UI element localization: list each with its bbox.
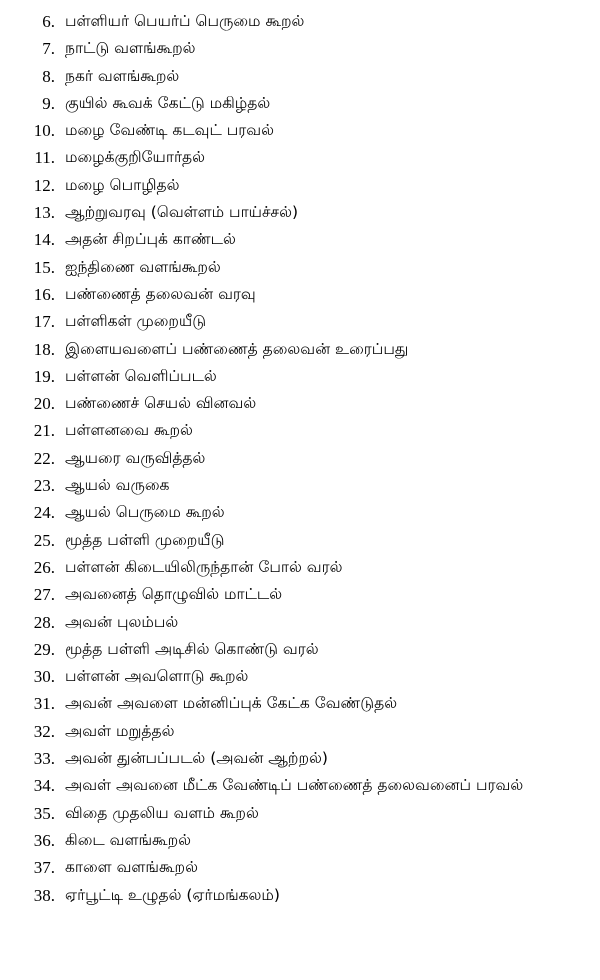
list-item (0, 144, 600, 171)
item-text: இளையவளைப் பண்ணைத் தலைவன் உரைப்பது (65, 339, 409, 358)
item-text: ஆயல் வருகை (65, 476, 170, 495)
item-number: 37. (33, 858, 55, 878)
list-item (0, 609, 600, 636)
list-item (0, 254, 600, 281)
list-item (0, 636, 600, 663)
item-text: அதன் சிறப்புக் காண்டல் (65, 230, 236, 249)
item-number: 14. (33, 230, 55, 250)
item-text: குயில் கூவக் கேட்டு மகிழ்தல் (65, 93, 271, 112)
item-text: மூத்த பள்ளி அடிசில் கொண்டு வரல் (65, 639, 319, 658)
list-item (0, 663, 600, 690)
item-number: 10. (33, 121, 55, 141)
item-text: பண்ணைச் செயல் வினவல் (65, 394, 257, 413)
list-item (0, 172, 600, 199)
list-item (0, 800, 600, 827)
item-text: நாட்டு வளங்கூறல் (65, 39, 196, 58)
list-item (0, 390, 600, 417)
item-number: 8. (42, 66, 55, 86)
item-number: 38. (33, 885, 55, 905)
item-number: 16. (33, 284, 55, 304)
item-text: ஆற்றுவரவு (வெள்ளம் பாய்ச்சல்) (65, 203, 299, 222)
item-number: 15. (33, 257, 55, 277)
item-text: மழை பொழிதல் (65, 175, 180, 194)
item-text: ஐந்திணை வளங்கூறல் (65, 257, 221, 276)
list-item (0, 363, 600, 390)
item-text: பள்ளன் அவளொடு கூறல் (65, 667, 249, 686)
item-number: 32. (33, 721, 55, 741)
list-item (0, 581, 600, 608)
item-number: 33. (33, 749, 55, 769)
list-item (0, 8, 600, 35)
list-item (0, 472, 600, 499)
item-number: 25. (33, 530, 55, 550)
item-number: 7. (42, 39, 55, 59)
item-number: 6. (42, 12, 55, 31)
list-item (0, 854, 600, 881)
list-item (0, 308, 600, 335)
item-text: கிடை வளங்கூறல் (65, 830, 191, 849)
list-item (0, 499, 600, 526)
item-number: 24. (33, 503, 55, 523)
list-item (0, 690, 600, 717)
item-text: அவள் மறுத்தல் (65, 721, 175, 740)
item-number: 11. (34, 148, 55, 168)
item-number: 9. (42, 93, 55, 113)
item-number: 35. (33, 803, 55, 823)
item-number: 26. (33, 557, 55, 577)
list-item (0, 772, 600, 799)
item-text: பள்ளியர் பெயர்ப் பெருமை கூறல் (65, 12, 305, 30)
list-item (0, 90, 600, 117)
item-number: 36. (33, 830, 55, 850)
list-item (0, 827, 600, 854)
item-text: காளை வளங்கூறல் (65, 858, 198, 877)
document-page (0, 8, 600, 909)
item-number: 23. (33, 476, 55, 496)
list-item (0, 336, 600, 363)
item-number: 18. (33, 339, 55, 359)
list-item (0, 554, 600, 581)
item-text: அவனைத் தொழுவில் மாட்டல் (65, 585, 283, 604)
list-item (0, 445, 600, 472)
list-item (0, 417, 600, 444)
item-number: 29. (33, 639, 55, 659)
item-number: 22. (33, 448, 55, 468)
item-number: 12. (33, 175, 55, 195)
list-item (0, 527, 600, 554)
item-text: மழைக்குறியோர்தல் (65, 148, 205, 167)
item-text: ஏர்பூட்டி உழுதல் (ஏர்மங்கலம்) (65, 885, 280, 904)
item-number: 20. (33, 394, 55, 414)
item-text: பண்ணைத் தலைவன் வரவு (65, 284, 256, 303)
item-number: 19. (33, 366, 55, 386)
item-text: மழை வேண்டி கடவுட் பரவல் (65, 121, 274, 140)
item-text: பள்ளன் வெளிப்படல் (65, 366, 217, 385)
item-number: 30. (33, 667, 55, 687)
item-number: 13. (33, 203, 55, 223)
item-text: அவன் அவளை மன்னிப்புக் கேட்க வேண்டுதல் (65, 694, 398, 713)
list-item (0, 226, 600, 253)
list-item (0, 63, 600, 90)
list-item (0, 718, 600, 745)
item-text: பள்ளன் கிடையிலிருந்தான் போல் வரல் (65, 557, 343, 576)
list-item (0, 199, 600, 226)
item-number: 31. (33, 694, 55, 714)
item-text: பள்ளிகள் முறையீடு (65, 312, 207, 331)
item-text: மூத்த பள்ளி முறையீடு (65, 530, 225, 549)
item-text: நகர் வளங்கூறல் (65, 66, 180, 85)
list-item (0, 882, 600, 909)
list-item (0, 35, 600, 62)
item-text: ஆயல் பெருமை கூறல் (65, 503, 225, 522)
list-item (0, 745, 600, 772)
item-text: அவள் அவனை மீட்க வேண்டிப் பண்ணைத் தலைவனைப் பரவல் (65, 776, 524, 795)
item-text: அவன் புலம்பல் (65, 612, 179, 631)
item-text: அவன் துன்பப்படல் (அவன் ஆற்றல்) (65, 749, 328, 768)
list-item (0, 281, 600, 308)
item-number: 17. (33, 312, 55, 332)
item-number: 21. (33, 421, 55, 441)
item-text: பள்ளனவை கூறல் (65, 421, 193, 440)
list-item (0, 117, 600, 144)
item-text: ஆயரை வருவித்தல் (65, 448, 206, 467)
item-number: 34. (33, 776, 55, 796)
item-number: 27. (33, 585, 55, 605)
item-text: விதை முதலிய வளம் கூறல் (65, 803, 259, 822)
item-number: 28. (33, 612, 55, 632)
